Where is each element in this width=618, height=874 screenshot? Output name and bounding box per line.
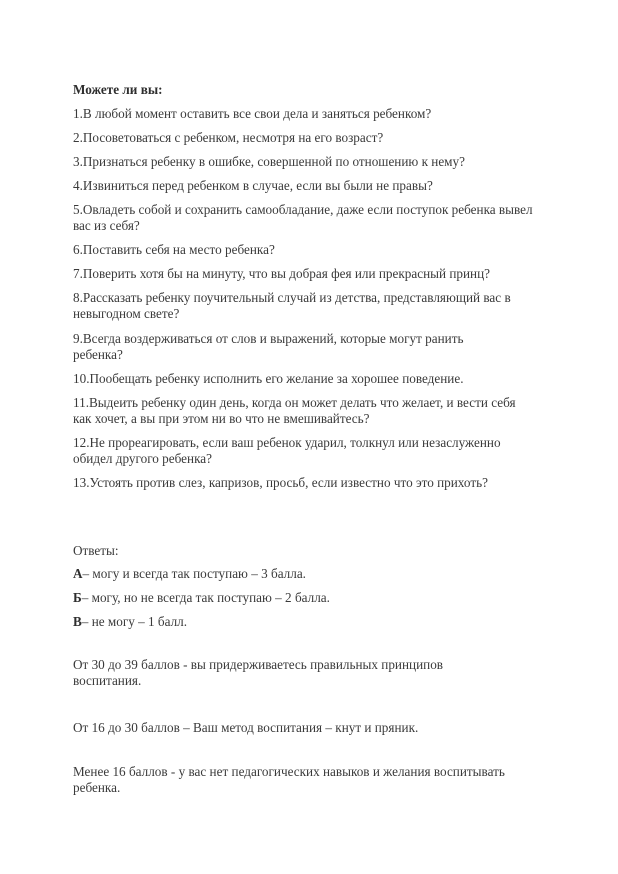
- result-16-30: От 16 до 30 баллов – Ваш метод воспитания – кнут и пряник.: [73, 720, 419, 735]
- answer-option-v: [73, 614, 187, 630]
- answer-letter: В: [73, 614, 82, 629]
- question-9: 9.Всегда воздерживаться от слов и выражений, которые могут ранить ребенка?: [73, 331, 464, 362]
- answers-title: Ответы:: [73, 543, 119, 558]
- answer-option-b: [73, 590, 330, 606]
- question-1: 1.В любой момент оставить все свои дела и заняться ребенком?: [73, 106, 432, 121]
- answer-letter: Б: [73, 590, 82, 605]
- answer-text: – не могу – 1 балл.: [81, 614, 188, 629]
- result-below-16: Менее 16 баллов - у вас нет педагогических навыков и желания воспитывать ребенка.: [73, 764, 505, 795]
- question-4: 4.Извиниться перед ребенком в случае, если вы были не правы?: [73, 178, 433, 193]
- question-6: 6.Поставить себя на место ребенка?: [73, 242, 275, 257]
- question-5: 5.Овладеть собой и сохранить самообладание, даже если поступок ребенка вывел вас из себя?: [73, 202, 533, 233]
- result-30-39: От 30 до 39 баллов - вы придерживаетесь правильных принципов воспитания.: [73, 657, 444, 688]
- answer-text: – могу, но не всегда так поступаю – 2 балла.: [81, 590, 330, 605]
- question-2: 2.Посоветоваться с ребенком, несмотря на его возраст?: [73, 130, 384, 145]
- question-11: 11.Выдеить ребенку один день, когда он может делать что желает, и вести себя как хочет, а вы при этом ни во что не вмешивайтесь?: [73, 395, 516, 426]
- question-13: 13.Устоять против слез, капризов, просьб, если известно что это прихоть?: [73, 475, 488, 490]
- answer-option-a: [73, 566, 306, 582]
- questionnaire-heading: Можете ли вы:: [73, 82, 163, 97]
- question-10: 10.Пообещать ребенку исполнить его желание за хорошее поведение.: [73, 371, 464, 386]
- question-3: 3.Признаться ребенку в ошибке, совершенной по отношению к нему?: [73, 154, 465, 169]
- answer-text: – могу и всегда так поступаю – 3 балла.: [82, 566, 306, 581]
- question-8: 8.Рассказать ребенку поучительный случай из детства, представляющий вас в невыгодном свете?: [73, 290, 511, 321]
- question-12: 12.Не прореагировать, если ваш ребенок ударил, толкнул или незаслуженно обидел другого ребенка?: [73, 435, 501, 466]
- answer-letter: А: [73, 566, 83, 581]
- question-7: 7.Поверить хотя бы на минуту, что вы добрая фея или прекрасный принц?: [73, 266, 491, 281]
